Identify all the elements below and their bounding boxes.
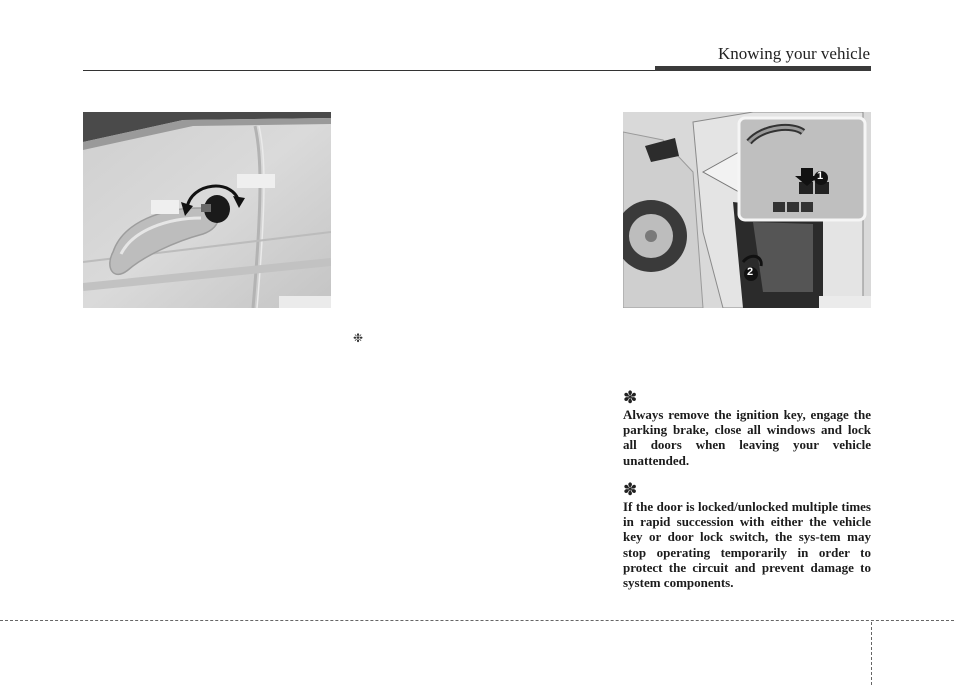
note-block: [623, 390, 871, 468]
door-key-figure: [83, 112, 331, 308]
note-text: If the door is locked/unlocked multiple times in rapid succession with either the vehicle key or door lock switch, the sys-tem may stop operating temporarily in order to protect the circuit and prevent damage to system components.: [623, 499, 871, 591]
note-star-icon: ✽: [623, 388, 638, 408]
footnote-glyph: ❉: [353, 331, 364, 345]
page-header-title: Knowing your vehicle: [717, 44, 870, 63]
door-handle-illustration: [83, 112, 331, 308]
callout-2: 2: [747, 266, 754, 278]
note-star-icon: ✽: [623, 480, 638, 500]
door-lock-switch-illustration: [623, 112, 871, 308]
footer-dashed-divider: [871, 622, 872, 685]
footer-dashed-rule: [0, 620, 954, 621]
note-text: Always remove the ignition key, engage the parking brake, close all windows and lock all doors when leaving your vehicle unattended.: [623, 407, 871, 468]
callout-1: 1: [817, 170, 824, 182]
door-lock-switch-figure: [623, 112, 871, 308]
header-rule-accent: [655, 66, 871, 71]
header-rule: [83, 70, 655, 71]
note-block: [623, 482, 871, 590]
